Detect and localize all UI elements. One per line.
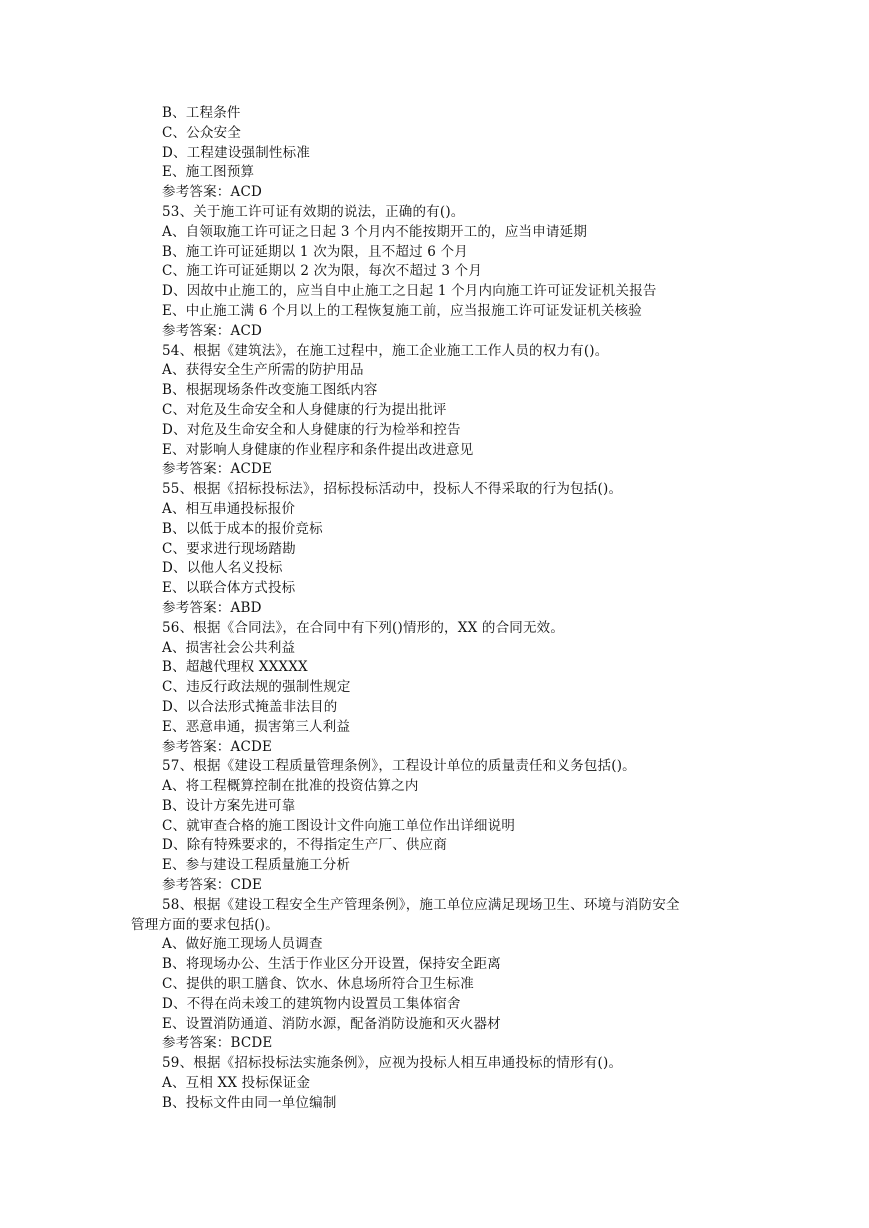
answer-line: 参考答案：ACDE [162,738,273,755]
option-e: E、施工图预算 [162,164,255,181]
option-c: C、施工许可证延期以 2 次为限，每次不超过 3 个月 [162,263,483,280]
option-d: D、除有特殊要求的，不得指定生产厂、供应商 [162,837,448,854]
option-b: B、设计方案先进可靠 [162,797,296,814]
option-c: C、对危及生命安全和人身健康的行为提出批评 [162,401,447,418]
question-53: 53、关于施工许可证有效期的说法，正确的有()。 [162,203,465,220]
option-b: B、投标文件由同一单位编制 [162,1094,337,1111]
option-a: A、损害社会公共利益 [162,639,296,656]
option-e: E、参与建设工程质量施工分析 [162,857,351,874]
option-a: A、互相 XX 投标保证金 [162,1075,311,1092]
option-d: D、以合法形式掩盖非法目的 [162,698,338,715]
option-b: B、以低于成本的报价竞标 [162,520,323,537]
answer-line: 参考答案：ACDE [162,461,273,478]
question-56: 56、根据《合同法》，在合同中有下列()情形的，XX 的合同无效。 [162,619,565,636]
option-a: A、相互串通投标报价 [162,500,296,517]
question-55: 55、根据《招标投标法》，招标投标活动中，投标人不得采取的行为包括()。 [162,481,623,498]
option-a: A、自领取施工许可证之日起 3 个月内不能按期开工的，应当申请延期 [162,223,588,240]
answer-line: 参考答案：ACD [162,184,263,201]
option-d: D、以他人名义投标 [162,560,283,577]
option-d: D、对危及生命安全和人身健康的行为检举和控告 [162,421,461,438]
option-e: E、恶意串通，损害第三人利益 [162,718,351,735]
option-b: B、超越代理权 XXXXX [162,659,308,676]
option-a: A、做好施工现场人员调查 [162,936,323,953]
answer-line: 参考答案：CDE [162,877,263,894]
option-d: D、工程建设强制性标准 [162,144,311,161]
option-a: A、获得安全生产所需的防护用品 [162,362,364,379]
question-57: 57、根据《建设工程质量管理条例》，工程设计单位的质量责任和义务包括()。 [162,758,636,775]
answer-line: 参考答案：BCDE [162,1035,273,1052]
option-e: E、以联合体方式投标 [162,580,296,597]
question-59: 59、根据《招标投标法实施条例》，应视为投标人相互串通投标的情形有()。 [162,1055,623,1072]
option-d: D、因故中止施工的，应当自中止施工之日起 1 个月内向施工许可证发证机关报告 [162,283,657,300]
option-c: C、公众安全 [162,124,242,141]
option-b: B、工程条件 [162,105,241,121]
option-a: A、将工程概算控制在批准的投资估算之内 [162,778,419,795]
option-b: B、施工许可证延期以 1 次为限，且不超过 6 个月 [162,243,468,260]
question-54: 54、根据《建筑法》，在施工过程中，施工企业施工工作人员的权力有()。 [162,342,609,359]
option-b: B、将现场办公、生活于作业区分开设置，保持安全距离 [162,956,501,973]
option-e: E、对影响人身健康的作业程序和条件提出改进意见 [162,441,474,458]
option-c: C、就审查合格的施工图设计文件向施工单位作出详细说明 [162,817,516,834]
option-c: C、要求进行现场踏勘 [162,540,296,557]
question-list [131,104,772,1114]
option-b: B、根据现场条件改变施工图纸内容 [162,382,378,399]
question-58-continued: 管理方面的要求包括()。 [131,916,279,933]
answer-line: 参考答案：ACD [162,322,263,339]
option-c: C、违反行政法规的强制性规定 [162,679,351,696]
option-e: E、设置消防通道、消防水源，配备消防设施和灭火器材 [162,1015,501,1032]
option-d: D、不得在尚未竣工的建筑物内设置员工集体宿舍 [162,995,461,1012]
option-e: E、中止施工满 6 个月以上的工程恢复施工前，应当报施工许可证发证机关核验 [162,302,642,319]
option-c: C、提供的职工膳食、饮水、休息场所符合卫生标准 [162,976,474,993]
question-58: 58、根据《建设工程安全生产管理条例》，施工单位应满足现场卫生、环境与消防安全 [162,896,680,913]
answer-line: 参考答案：ABD [162,599,262,616]
